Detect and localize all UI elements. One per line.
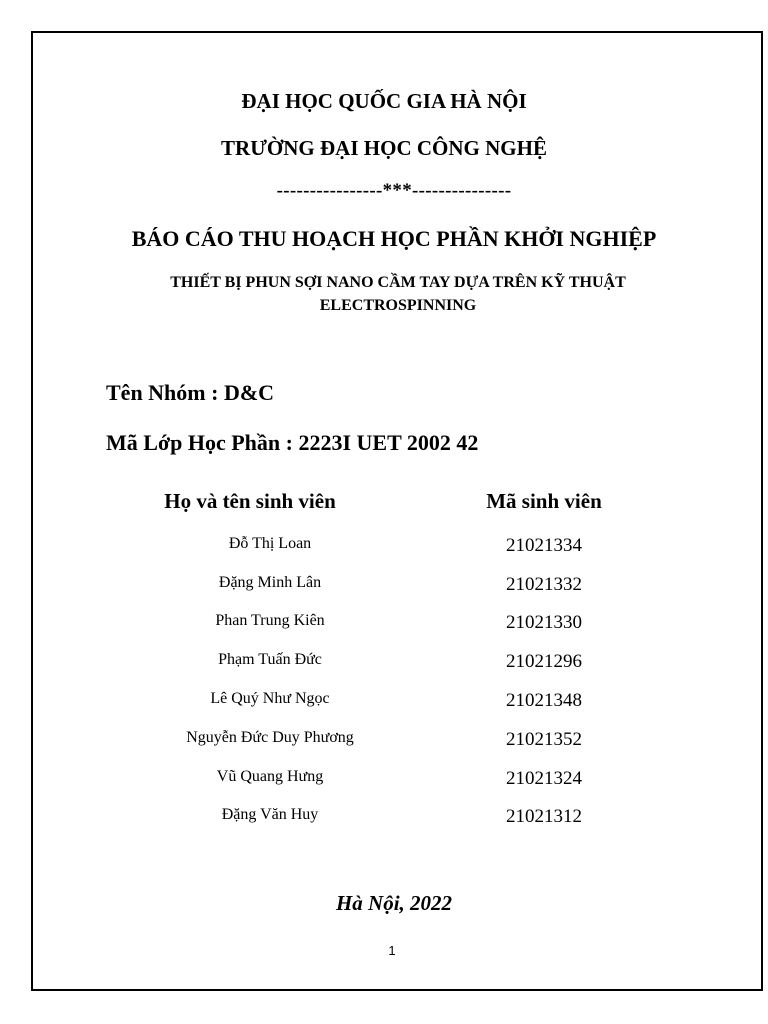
report-subtitle-line1: THIẾT BỊ PHUN SỢI NANO CẦM TAY DỰA TRÊN KỸ THUẬT [170, 274, 626, 291]
class-code: Mã Lớp Học Phần : 2223I UET 2002 42 [106, 430, 479, 455]
student-id: 21021332 [506, 574, 582, 595]
student-id: 21021296 [506, 651, 582, 672]
student-name: Phan Trung Kiên [215, 612, 325, 629]
student-name: Đặng Minh Lân [218, 574, 322, 591]
group-name: Tên Nhóm : D&C [106, 380, 275, 405]
student-name: Đỗ Thị Loan [228, 535, 312, 552]
report-title: BÁO CÁO THU HOẠCH HỌC PHẦN KHỞI NGHIỆP [131, 226, 657, 251]
university-name: ĐẠI HỌC QUỐC GIA HÀ NỘI [241, 89, 527, 113]
school-name: TRƯỜNG ĐẠI HỌC CÔNG NGHỆ [221, 136, 547, 160]
student-id: 21021312 [506, 806, 582, 827]
page-number: 1 [388, 943, 396, 958]
student-id: 21021330 [506, 612, 582, 633]
student-name: Vũ Quang Hưng [216, 768, 324, 785]
student-id: 21021352 [506, 729, 582, 750]
student-name: Đặng Văn Huy [221, 806, 319, 823]
column-header-name: Họ và tên sinh viên [164, 489, 336, 513]
separator: ----------------***--------------- [276, 180, 512, 201]
student-id: 21021324 [506, 768, 582, 789]
report-subtitle-line2: ELECTROSPINNING [319, 297, 477, 314]
student-name: Nguyễn Đức Duy Phương [186, 729, 354, 746]
place-date: Hà Nội, 2022 [335, 891, 453, 915]
student-id: 21021334 [506, 535, 582, 556]
student-name: Lê Quý Như Ngọc [210, 690, 330, 707]
student-name: Phạm Tuấn Đức [218, 651, 322, 668]
column-header-id: Mã sinh viên [486, 489, 602, 513]
student-id: 21021348 [506, 690, 582, 711]
